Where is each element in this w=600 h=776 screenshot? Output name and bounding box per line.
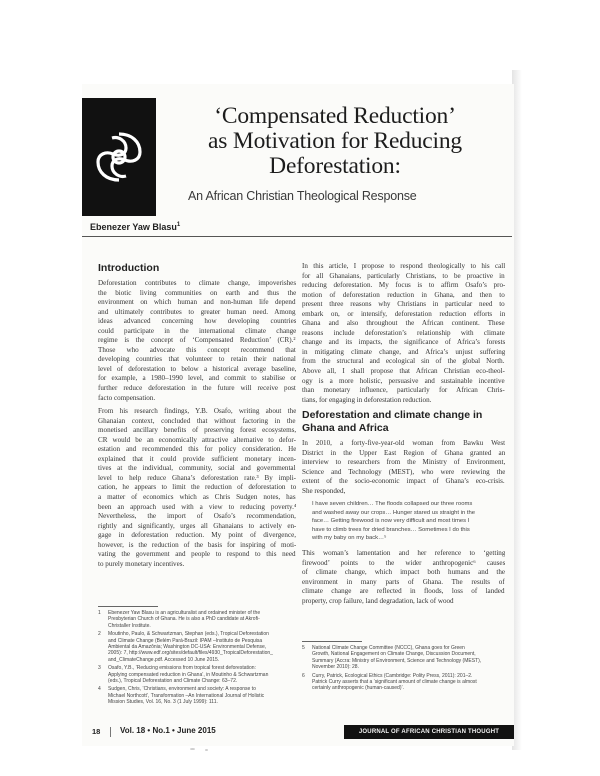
interview-quote <box>312 500 499 543</box>
text-line: present three reasons why Christians in particular need to <box>302 300 505 309</box>
footnote-divider-right <box>302 641 362 642</box>
footnote-line: Osafo, Y.B., ‘Reducing emissions from tropical forest deforestation: <box>108 665 256 672</box>
footnote-line: Christaller Institute. <box>108 622 151 629</box>
title-line: ‘Compensated Reduction’ <box>214 103 456 129</box>
intro-paragraph-2 <box>98 407 296 569</box>
journal-name-banner: JOURNAL OF AFRICAN CHRISTIAN THOUGHT <box>344 725 514 739</box>
author-divider <box>82 236 512 237</box>
text-line: She responded, <box>302 486 346 495</box>
text-line: than monetary influence, particularly for African Chris- <box>302 386 505 395</box>
right-paragraph-1 <box>302 262 505 405</box>
text-line: Ghana and also throughout the African continent. These <box>302 319 505 328</box>
right-paragraph-3 <box>302 549 505 606</box>
footnote-number: 6 <box>302 672 305 679</box>
text-line: gage in deforestation reduction. My point of divergence, <box>98 531 296 540</box>
text-line: level of deforestation to below a historical average baseline, <box>98 364 296 373</box>
text-line: Above all, I shall propose that African Christian eco-theol- <box>302 367 505 376</box>
text-line: regime is the concept of ‘Compensated Reduction’ (CR).² <box>98 336 296 345</box>
text-line: CR would be an economically attractive alternative to defor- <box>98 435 296 444</box>
footnote-line: 2005): 7, http://www.edf.org/sites/default/files/4930_TropicalDeforestation_ <box>108 650 273 657</box>
text-line: and ultimately contributes to greater human need. Among <box>98 307 296 316</box>
footnote-line: National Climate Change Committee (NCCC), Ghana goes for Green <box>312 645 465 651</box>
text-line: however, is the reduction of the basis for inspiring of moti- <box>98 540 296 549</box>
footnote-number: 2 <box>98 631 101 638</box>
left-column <box>98 262 296 573</box>
footnote-number: 5 <box>302 645 305 651</box>
text-line: ideas advanced concerning how developing countries <box>98 317 296 326</box>
text-line: from the structural and ecological sin of the global North. <box>302 357 505 366</box>
text-line: cation, he appears to limit the reduction of deforestation to <box>98 483 296 492</box>
text-line: This woman’s lamentation and her reference to ‘getting <box>302 548 505 557</box>
text-line: a matter of economics which as Chris Sudgen notes, has <box>98 493 296 502</box>
text-line: I have seven children… The floods collapsed our three rooms <box>312 501 473 508</box>
footnote-text <box>108 610 260 629</box>
text-line: change and its impacts, the significance of Africa’s forests <box>302 338 505 347</box>
text-line: Those who advocate this concept recommend that <box>98 345 296 354</box>
footnote-line: certainly anthropogenic (human-caused)’. <box>312 685 404 692</box>
footnote-text <box>108 631 273 663</box>
text-line: the biotic living communities on earth and thus the <box>98 288 296 297</box>
text-line: for example, a 1980–1990 level, and commit to stabilise or <box>98 374 296 383</box>
text-line: environment on which human and non-human life depend <box>98 298 296 307</box>
page-number: 18 <box>92 727 101 736</box>
footnote-divider-left <box>98 606 158 607</box>
text-line: been an approach used with a view to reducing poverty.⁴ <box>98 502 296 511</box>
text-line: firewood’ points to the wider anthropogenic⁶ causes <box>302 558 505 567</box>
text-line: tians, for engaging in deforestation reduction. <box>302 395 432 404</box>
footnote-line: Ebenezer Yaw Blasu is an agriculturalist and ordained minister of the <box>108 610 261 616</box>
footnotes-right <box>302 645 505 694</box>
text-line: climate change are reflected in floods, loss of landed <box>302 587 505 596</box>
text-line: to purely monetary incentives. <box>98 559 185 568</box>
footnote-line: Presbyterian Church of Ghana. He is also a PhD candidate at Akrofi- <box>108 616 260 623</box>
footnote-line: Moutinho, Paulo, & Schwartzman, Stephan (eds.), Tropical Deforestation <box>108 631 269 638</box>
footnote <box>302 645 505 671</box>
footnote-line: Applying compensated reduction in Ghana’, in Moutinho & Schwartzman <box>108 671 269 678</box>
footnote <box>98 631 296 663</box>
text-line: level to help reduce Ghana’s deforestation rate.³ By impli- <box>98 473 296 482</box>
right-column <box>302 262 505 610</box>
author-name <box>90 222 180 232</box>
scan-speck <box>190 748 195 750</box>
footnote-text <box>312 673 477 692</box>
text-line: Science and Technology (MEST), who were reviewing the <box>302 467 505 476</box>
text-line: embark on, or intensify, deforestation reduction efforts in <box>302 309 505 318</box>
text-line: In 2010, a forty-five-year-old woman from Bawku West <box>302 439 505 448</box>
text-line: From his research findings, Y.B. Osafo, writing about the <box>98 407 296 416</box>
title-line: Deforestation: <box>269 153 401 179</box>
text-line: explained that it could provide sufficient monetary incen- <box>98 454 296 463</box>
footnote-line: Patrick Curry asserts that a ‘significant amount of climate change is almost <box>312 679 477 686</box>
text-line: facto compensation. <box>98 393 156 402</box>
heading-line: Deforestation and climate change in <box>302 409 483 422</box>
scan-speck <box>205 749 208 751</box>
text-line: District in the Upper East Region of Ghana granted an <box>302 448 505 457</box>
section-heading-deforestation <box>302 409 505 435</box>
footnote-line: November 2010): 28. <box>312 664 359 671</box>
knot-emblem-icon <box>92 130 146 184</box>
text-line: further reduce deforestation in the future will receive post <box>98 384 296 393</box>
footnote-line: Curry, Patrick, Ecological Ethics (Cambridge: Polity Press, 2011): 201–2. <box>312 672 473 679</box>
footnote-text <box>312 645 481 671</box>
footnote <box>302 673 505 692</box>
article-title <box>165 104 505 179</box>
footnote-line: Michael Northcott’, Transformation –An International Journal of Holistic <box>108 692 265 699</box>
journal-logo-bar <box>82 98 156 216</box>
footnote <box>98 665 296 684</box>
text-line: rightly and significantly, urges all Ghanaians to actively en- <box>98 521 296 530</box>
footnote-line: Growth, National Engagement on Climate Change, Discussion Document, <box>312 651 476 658</box>
footnote-number: 1 <box>98 610 101 616</box>
footnote-line: Sudgen, Chris, ‘Christians, environment and society: A response to <box>108 686 256 693</box>
intro-paragraph-1 <box>98 279 296 403</box>
text-line: developing countries that volunteer to retain their national <box>98 355 296 364</box>
text-line: and washed away our crops… Hunger stared us straight in the <box>312 509 476 516</box>
text-line: motion of deforestation reduction in Ghana, and then to <box>302 290 505 299</box>
text-line: ogy is a more holistic, persuasive and sustainable incentive <box>302 376 505 385</box>
text-line: of climate change, which impact both humans and the <box>302 568 505 577</box>
footnote <box>98 610 296 629</box>
heading-line: Ghana and Africa <box>302 422 389 435</box>
text-line: tives at the individual, community, social and governmental <box>98 464 296 473</box>
footnote-line: and Climate Change (Belém Pará-Brazil: IPAM –Instituto de Pesquisa <box>108 637 263 644</box>
footnote-text <box>108 665 268 684</box>
volume-info: Vol. 18 • No.1 • June 2015 <box>120 726 216 735</box>
text-line: for all Ghanaians, particularly Christians, to be proactive in <box>302 271 505 280</box>
footnote <box>98 686 296 705</box>
text-line: estation and recommended this for policy consideration. He <box>98 445 296 454</box>
text-line: reducing deforestation. My focus is to affirm Osafo’s pro- <box>302 281 505 290</box>
footnote-number: 4 <box>98 686 101 693</box>
title-line: as Motivation for Reducing <box>208 128 462 154</box>
text-line: could participate in the international climate change <box>98 326 296 335</box>
text-line: interview to researchers from the Ministry of Environment, <box>302 458 505 467</box>
text-line: vating the government and people to respond to this need <box>98 550 296 559</box>
author-text: Ebenezer Yaw Blasu <box>90 222 177 232</box>
text-line: reasons include deforestation’s relationship with climate <box>302 328 505 337</box>
text-line: property, crop failure, land degradation, lack of wood <box>302 596 454 605</box>
text-line: Nevertheless, the import of Osafo’s recommendation, <box>98 512 296 521</box>
text-line: in mitigating climate change, and Africa’s unjust suffering <box>302 347 505 356</box>
text-line: extent of the socio-economic impact of Ghana’s eco-crisis. <box>302 477 505 486</box>
text-line: have to climb trees for dried branches… Sometimes I do this <box>312 526 470 533</box>
text-line: environment in many parts of Ghana. The results of <box>302 577 505 586</box>
text-line: face… Getting firewood is now very difficult and most times I <box>312 518 470 525</box>
text-line: In this article, I propose to respond theologically to his call <box>302 262 505 270</box>
footnote-line: (eds.), Tropical Deforestation and Climate Change: 63–72. <box>108 678 238 685</box>
footnote-line: and_ClimateChange.pdf. Accessed 10 June 2015. <box>108 656 220 663</box>
footnote-number: 3 <box>98 665 101 672</box>
page-footer <box>82 725 514 739</box>
text-line: monetised ancillary benefits of preserving forest ecosystems, <box>98 426 296 435</box>
text-line: with my baby on my back…⁵ <box>312 535 387 542</box>
section-heading-introduction: Introduction <box>98 262 160 274</box>
article-subtitle: An African Christian Theological Response <box>188 189 417 203</box>
footnote-line: Ambiental da Amazônia; Washington DC-USA: Environmental Defense, <box>108 644 267 651</box>
footnote-line: Mission Studies, Vol. 16, No. 3 (1 July 1999): 111. <box>108 699 218 706</box>
footnotes-left <box>98 610 296 708</box>
text-line: Ghanaian context, concluded that without factoring in the <box>98 416 296 425</box>
text-line: Deforestation contributes to climate change, impoverishes <box>98 279 296 287</box>
footer-separator <box>110 727 111 737</box>
footnote-line: Summary (Accra: Ministry of Environment, Science and Technology (MEST), <box>312 657 482 664</box>
author-note-mark: 1 <box>176 222 181 228</box>
right-paragraph-2 <box>302 439 505 496</box>
footnote-text <box>108 686 264 705</box>
